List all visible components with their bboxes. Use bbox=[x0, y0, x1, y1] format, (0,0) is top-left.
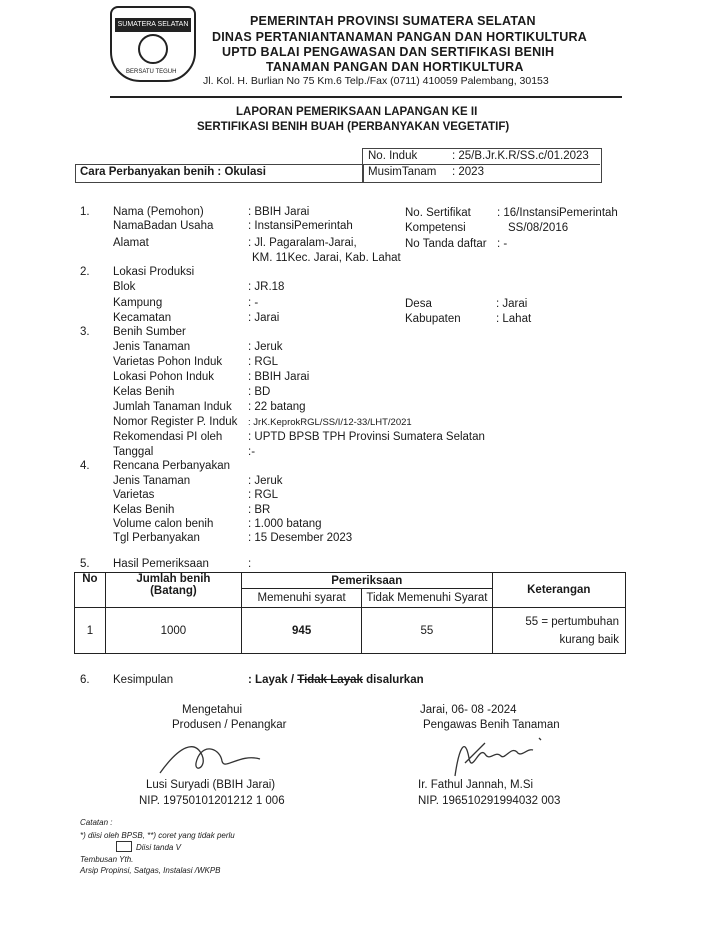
tanda-daftar-label: No Tanda daftar bbox=[405, 238, 487, 250]
tembusan-label: Tembusan Yth. bbox=[80, 855, 134, 864]
induk-no-label: No. Induk bbox=[368, 150, 418, 162]
result-table bbox=[74, 572, 626, 654]
kesimpulan-disalurkan: disalurkan bbox=[362, 674, 424, 686]
sertifikat-label1: No. Sertifikat bbox=[405, 207, 471, 219]
s3-value: : RGL bbox=[248, 356, 279, 368]
kabupaten-label: Kabupaten bbox=[405, 313, 461, 325]
s4-value: : Jeruk bbox=[248, 475, 283, 487]
col-pemeriksaan-header: Pemeriksaan bbox=[241, 573, 492, 589]
jumlah-header-line2: (Batang) bbox=[150, 585, 197, 597]
s3-value: :- bbox=[248, 446, 256, 458]
badan-label: NamaBadan Usaha bbox=[113, 220, 214, 232]
s4-value: : BR bbox=[248, 504, 271, 516]
s3-value: : BD bbox=[248, 386, 271, 398]
s3-value: : UPTD BPSB TPH Provinsi Sumatera Selatan bbox=[248, 431, 485, 443]
place-date: Jarai, 06- 08 -2024 bbox=[420, 704, 517, 716]
desa-value: : Jarai bbox=[496, 298, 528, 310]
col-no-header: No bbox=[75, 573, 106, 608]
s5-colon: : bbox=[248, 558, 252, 570]
s2-title: Lokasi Produksi bbox=[113, 266, 195, 278]
s1-num: 1. bbox=[80, 206, 90, 218]
s2-num: 2. bbox=[80, 266, 90, 278]
left-signature bbox=[150, 735, 270, 780]
s3-label: Nomor Register P. Induk bbox=[113, 416, 238, 428]
s5-num: 5. bbox=[80, 558, 90, 570]
cell-no: 1 bbox=[75, 608, 106, 654]
s4-value: : 15 Desember 2023 bbox=[248, 532, 353, 544]
s3-title: Benih Sumber bbox=[113, 326, 186, 338]
cell-memenuhi: 945 bbox=[241, 608, 361, 654]
s3-value: : JrK.KeprokRGL/SS/I/12-33/LHT/2021 bbox=[248, 417, 412, 428]
right-name: Ir. Fathul Jannah, M.Si bbox=[418, 779, 534, 791]
header-line3: UPTD BALAI PENGAWASAN DAN SERTIFIKASI BENIH bbox=[222, 45, 555, 59]
kabupaten-value: : Lahat bbox=[496, 313, 532, 325]
regional-emblem-logo bbox=[110, 6, 196, 82]
pengawas-label: Pengawas Benih Tanaman bbox=[423, 719, 560, 731]
s3-label: Lokasi Pohon Induk bbox=[113, 371, 215, 383]
header-line2: DINAS PERTANIANTANAMAN PANGAN DAN HORTIKULTURA bbox=[212, 30, 587, 44]
s4-label: Jenis Tanaman bbox=[113, 475, 191, 487]
kesimpulan-layak: Layak / bbox=[255, 674, 298, 686]
note-line1: *) diisi oleh BPSB, **) coret yang tidak perlu bbox=[80, 831, 235, 840]
s4-title: Rencana Perbanyakan bbox=[113, 460, 230, 472]
cara-perbanyakan: Cara Perbanyakan benih : Okulasi bbox=[80, 166, 266, 178]
alamat-label: Alamat bbox=[113, 237, 149, 249]
produsen-label: Produsen / Penangkar bbox=[172, 719, 287, 731]
arsip-line: Arsip Propinsi, Satgas, Instalasi /WKPB bbox=[80, 866, 221, 875]
kesimpulan-tidak-layak: Tidak Layak bbox=[297, 674, 363, 686]
cell-tidak-memenuhi: 55 bbox=[362, 608, 492, 654]
header-line4: TANAMAN PANGAN DAN HORTIKULTURA bbox=[266, 60, 524, 74]
mengetahui-label: Mengetahui bbox=[182, 704, 243, 716]
keterangan-line2: kurang baik bbox=[559, 633, 619, 646]
blok-label: Blok bbox=[113, 281, 136, 293]
right-nip: NIP. 196510291994032 003 bbox=[418, 795, 561, 807]
col-keterangan-header: Keterangan bbox=[492, 573, 625, 608]
logo-band: SUMATERA SELATAN bbox=[115, 18, 191, 32]
sertifikat-value2: SS/08/2016 bbox=[508, 222, 569, 234]
right-signature bbox=[445, 728, 555, 783]
emblem-icon bbox=[138, 34, 168, 64]
s4-num: 4. bbox=[80, 460, 90, 472]
s3-label: Rekomendasi PI oleh bbox=[113, 431, 223, 443]
note-line2: Diisi tanda V bbox=[136, 843, 181, 852]
s3-value: : Jeruk bbox=[248, 341, 283, 353]
header-line1: PEMERINTAH PROVINSI SUMATERA SELATAN bbox=[250, 14, 536, 28]
sertifikat-label2: Kompetensi bbox=[405, 222, 466, 234]
kesimpulan-value bbox=[248, 674, 424, 686]
kampung-value: : - bbox=[248, 297, 259, 309]
col-tidak-memenuhi-header: Tidak Memenuhi Syarat bbox=[362, 589, 492, 608]
table-row bbox=[75, 608, 626, 654]
s3-value: : BBIH Jarai bbox=[248, 371, 310, 383]
s3-label: Tanggal bbox=[113, 446, 154, 458]
cell-jumlah: 1000 bbox=[105, 608, 241, 654]
catatan-label: Catatan : bbox=[80, 818, 113, 827]
kesimpulan-colon: : bbox=[248, 674, 252, 686]
s4-value: : RGL bbox=[248, 489, 279, 501]
left-nip: NIP. 19750101201212 1 006 bbox=[139, 795, 285, 807]
musim-value: : 2023 bbox=[452, 166, 484, 178]
blok-value: : JR.18 bbox=[248, 281, 285, 293]
nama-value: : BBIH Jarai bbox=[248, 206, 310, 218]
s4-value: : 1.000 batang bbox=[248, 518, 322, 530]
s4-label: Varietas bbox=[113, 489, 155, 501]
kampung-label: Kampung bbox=[113, 297, 163, 309]
s5-title: Hasil Pemeriksaan bbox=[113, 558, 209, 570]
s6-num: 6. bbox=[80, 674, 90, 686]
col-jumlah-header bbox=[105, 573, 241, 608]
left-name: Lusi Suryadi (BBIH Jarai) bbox=[146, 779, 276, 791]
cell-keterangan bbox=[492, 608, 625, 654]
checkbox-icon bbox=[116, 841, 132, 852]
s3-label: Jumlah Tanaman Induk bbox=[113, 401, 232, 413]
alamat-value2: KM. 11Kec. Jarai, Kab. Lahat bbox=[252, 252, 401, 264]
s4-label: Volume calon benih bbox=[113, 518, 214, 530]
keterangan-line1: 55 = pertumbuhan bbox=[525, 615, 619, 628]
s3-value: : 22 batang bbox=[248, 401, 306, 413]
musim-label: MusimTanam bbox=[368, 166, 437, 178]
header-address: Jl. Kol. H. Burlian No 75 Km.6 Telp./Fax (0711) 410059 Palembang, 30153 bbox=[203, 75, 549, 87]
header-divider bbox=[110, 96, 622, 98]
s3-label: Jenis Tanaman bbox=[113, 341, 191, 353]
s4-label: Tgl Perbanyakan bbox=[113, 532, 200, 544]
nama-label: Nama (Pemohon) bbox=[113, 206, 204, 218]
s3-label: Varietas Pohon Induk bbox=[113, 356, 223, 368]
report-title: LAPORAN PEMERIKSAAN LAPANGAN KE II bbox=[236, 106, 478, 118]
induk-divider bbox=[362, 164, 600, 165]
s3-label: Kelas Benih bbox=[113, 386, 175, 398]
tanda-daftar-value: : - bbox=[497, 238, 508, 250]
sertifikat-value1: : 16/InstansiPemerintah bbox=[497, 207, 618, 219]
s4-label: Kelas Benih bbox=[113, 504, 175, 516]
induk-no-value: : 25/B.Jr.K.R/SS.c/01.2023 bbox=[452, 150, 589, 162]
jumlah-header-line1: Jumlah benih bbox=[136, 573, 211, 585]
report-subtitle: SERTIFIKASI BENIH BUAH (PERBANYAKAN VEGETATIF) bbox=[197, 121, 510, 133]
col-memenuhi-header: Memenuhi syarat bbox=[241, 589, 361, 608]
logo-motto: BERSATU TEGUH bbox=[126, 69, 177, 75]
kesimpulan-label: Kesimpulan bbox=[113, 674, 174, 686]
kecamatan-label: Kecamatan bbox=[113, 312, 172, 324]
alamat-value1: : Jl. Pagaralam-Jarai, bbox=[248, 237, 357, 249]
s3-num: 3. bbox=[80, 326, 90, 338]
kecamatan-value: : Jarai bbox=[248, 312, 280, 324]
desa-label: Desa bbox=[405, 298, 432, 310]
badan-value: : InstansiPemerintah bbox=[248, 220, 353, 232]
